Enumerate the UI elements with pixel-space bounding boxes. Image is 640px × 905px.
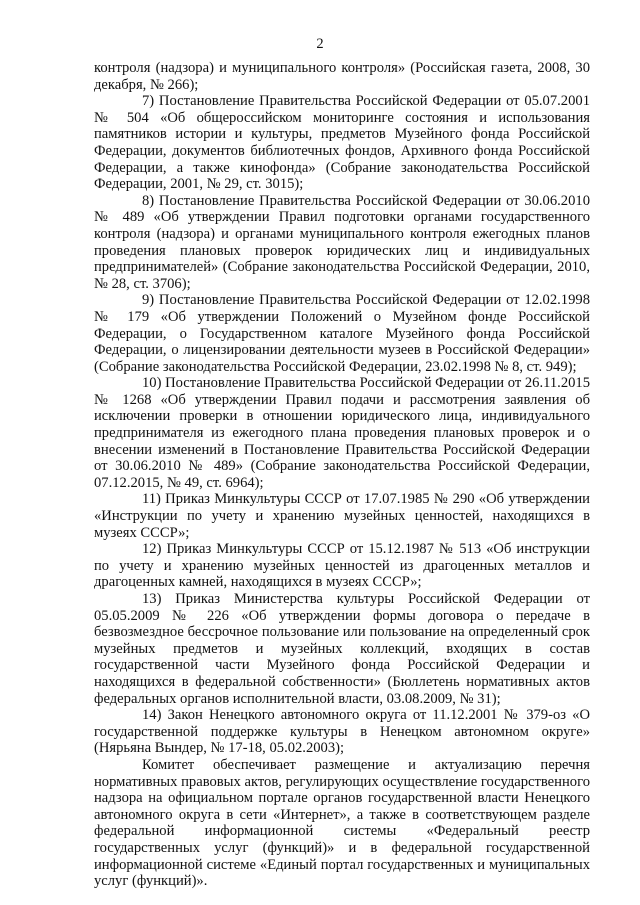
paragraph-item-10: 10) Постановление Правительства Российской Федерации от 26.11.2015 № 1268 «Об утверждении Правил подачи и рассмотрения заявления об исключении проверки в отношении юридического лица, индивидуального предпринимателя из ежегодного плана проведения плановых проверок и о внесении изменений в Постановление Правительства Российской Федерации от 30.06.2010 № 489» (Собрание законодательства Российской Федерации, 07.12.2015, № 49, ст. 6964);: [94, 375, 591, 491]
paragraph-item-13: 13) Приказ Министерства культуры Российской Федерации от 05.05.2009 № 226 «Об утверждении формы договора о передаче в безвозмездное бессрочное пользование или пользование на определенный срок музейных предметов и музейных коллекций, входящих в состав государственной части Музейного фонда Российской Федерации и находящихся в федеральной собственности» (Бюллетень нормативных актов федеральных органов исполнительной власти, 03.08.2009, № 31);: [94, 591, 590, 707]
paragraph-continuation: контроля (надзора) и муниципального контроля» (Российская газета, 2008, 30 декабря, № 266);: [94, 60, 590, 93]
paragraph-committee: Комитет обеспечивает размещение и актуализацию перечня нормативных правовых актов, регулирующих осуществление государственного надзора на официальном портале органов государственной власти Ненецкого автономного округа в сети «Интернет», а также в соответствующем разделе федеральной информационной системы «Федеральный реестр государственных услуг (функций)» и в федеральной государственной информационной системе «Единый портал государственных и муниципальных услуг (функций)».: [94, 756, 590, 890]
paragraph-item-12: 12) Приказ Минкультуры СССР от 15.12.1987 № 513 «Об инструкции по учету и хранению музейных ценностей из драгоценных металлов и драгоценных камней, находящихся в музеях СССР»;: [94, 541, 590, 591]
paragraph-item-7: 7) Постановление Правительства Российской Федерации от 05.07.2001 № 504 «Об общероссийском мониторинге состояния и использования памятников истории и культуры, предметов Музейного фонда Российской Федерации, документов библиотечных фондов, Архивного фонда Российской Федерации, а также кинофонда» (Собрание законодательства Российской Федерации, 2001, № 29, ст. 3015);: [94, 93, 590, 193]
document-body: [94, 60, 590, 890]
paragraph-item-14: 14) Закон Ненецкого автономного округа от 11.12.2001 № 379-оз «О государственной поддержке культуры в Ненецком автономном округе» (Нярьяна Вындер, № 17-18, 05.02.2003);: [94, 707, 590, 757]
paragraph-item-11: 11) Приказ Минкультуры СССР от 17.07.1985 № 290 «Об утверждении «Инструкции по учету и хранению музейных ценностей, находящихся в музеях СССР»;: [94, 491, 590, 541]
page-number: 2: [316, 36, 324, 52]
paragraph-item-8: 8) Постановление Правительства Российской Федерации от 30.06.2010 № 489 «Об утверждении Правил подготовки органами государственного контроля (надзора) и органами муниципального контроля ежегодных планов проведения плановых проверок юридических лиц и индивидуальных предпринимателей» (Собрание законодательства Российской Федерации, 2010, № 28, ст. 3706);: [94, 192, 590, 292]
paragraph-item-9: 9) Постановление Правительства Российской Федерации от 12.02.1998 № 179 «Об утверждении Положений о Музейном фонде Российской Федерации, о Государственном каталоге Музейного фонда Российской Федерации, о лицензировании деятельности музеев в Российской Федерации» (Собрание законодательства Российской Федерации, 23.02.1998 № 8, ст. 949);: [94, 292, 590, 375]
